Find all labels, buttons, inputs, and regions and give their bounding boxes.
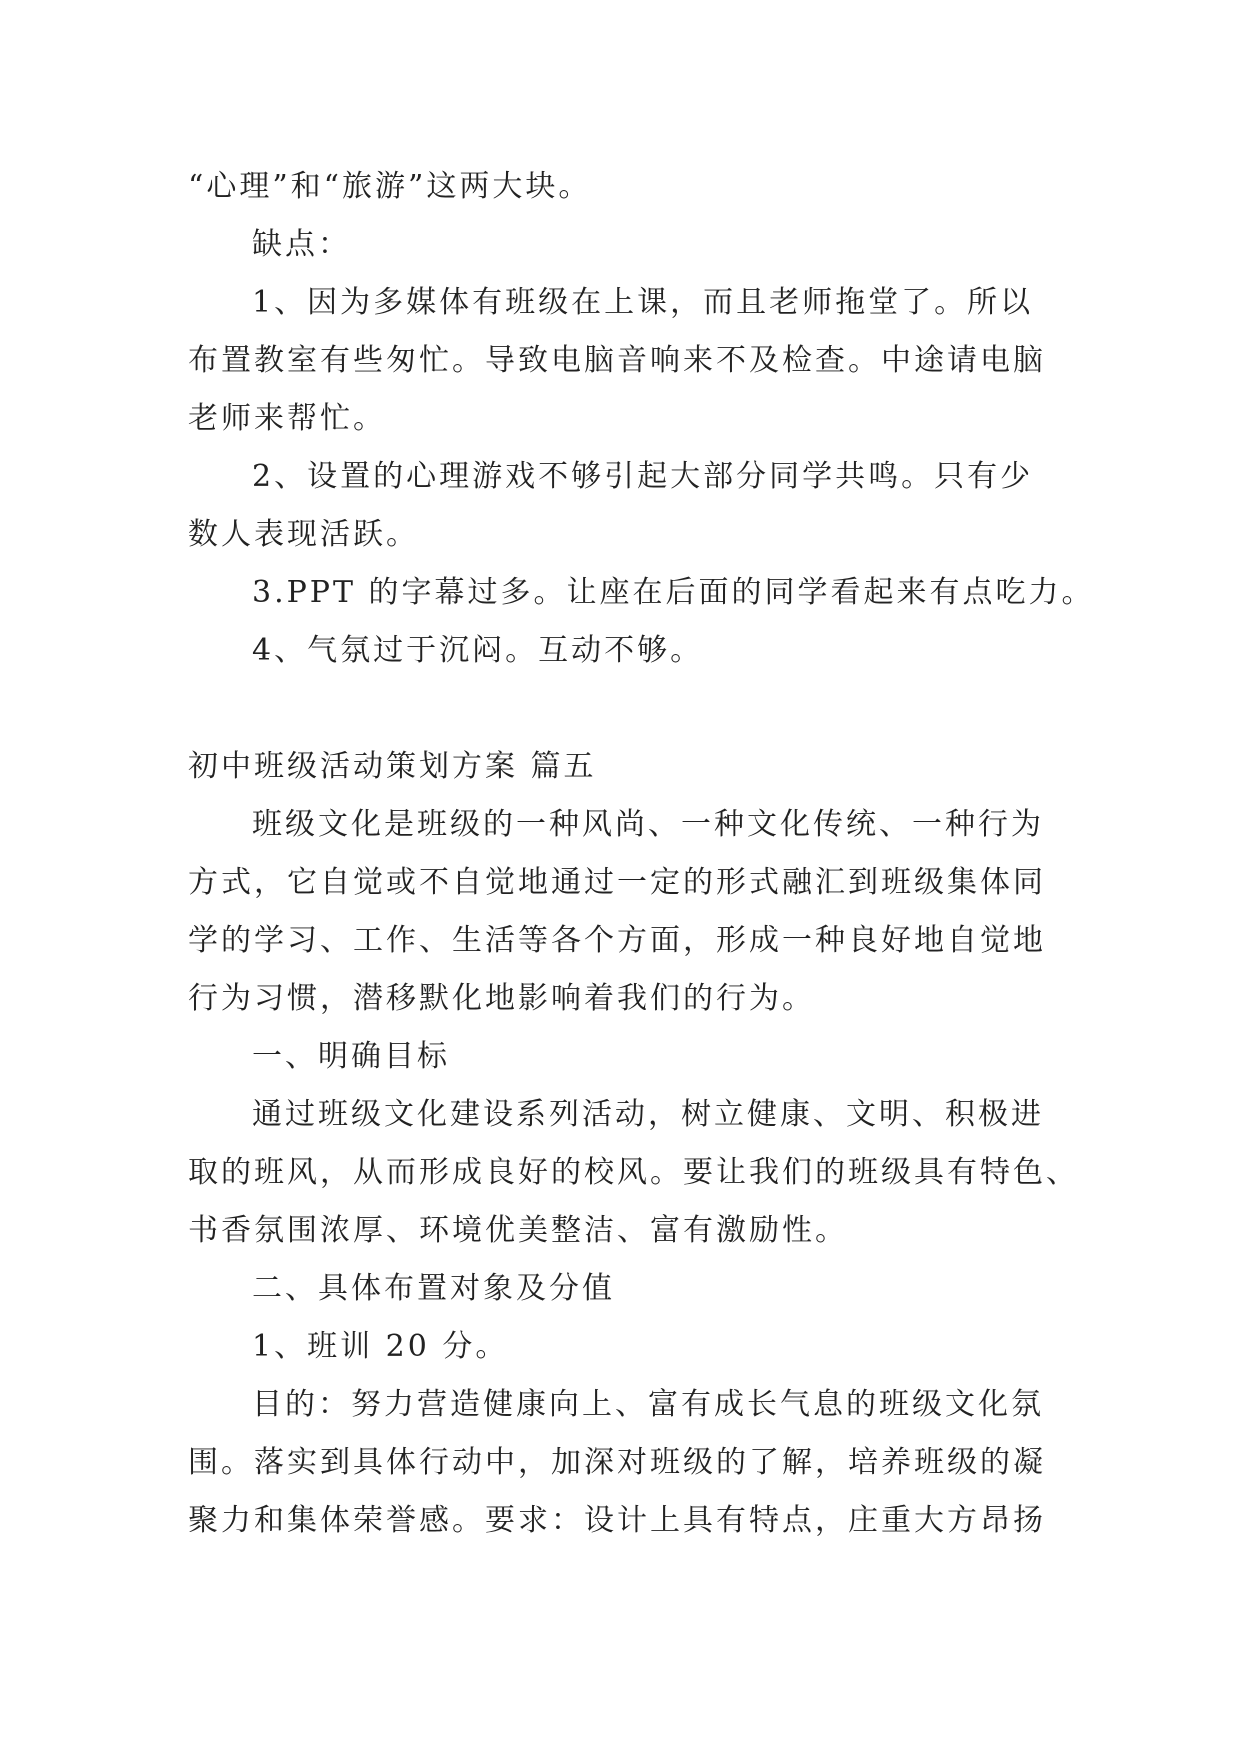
- text-line: 3.PPT 的字幕过多。让座在后面的同学看起来有点吃力。: [252, 575, 1095, 610]
- text-line: 老师来帮忙。: [188, 401, 386, 436]
- intro-line: “心理”和“旅游”这两大块。: [188, 169, 592, 204]
- text-line: 方式，它自觉或不自觉地通过一定的形式融汇到班级集体同: [188, 865, 1046, 900]
- section-title: 初中班级活动策划方案 篇五: [188, 749, 597, 784]
- shortcoming-item-4: [188, 622, 1068, 680]
- text-line: 书香氛围浓厚、环境优美整洁、富有激励性。: [188, 1213, 848, 1248]
- shortcomings-heading: 缺点：: [252, 227, 351, 262]
- text-line: 行为习惯，潜移默化地影响着我们的行为。: [188, 981, 815, 1016]
- section-gap: [188, 680, 1068, 738]
- text-line: 1、因为多媒体有班级在上课，而且老师拖堂了。所以: [252, 285, 1034, 320]
- heading-two: 二、具体布置对象及分值: [252, 1271, 615, 1306]
- text-line: 2、设置的心理游戏不够引起大部分同学共鸣。只有少: [252, 459, 1034, 494]
- text-line: 目的：努力营造健康向上、富有成长气息的班级文化氛: [252, 1387, 1044, 1422]
- item-one: 1、班训 20 分。: [252, 1329, 509, 1364]
- text-line: 4、气氛过于沉闷。互动不够。: [252, 633, 704, 668]
- text-line: 数人表现活跃。: [188, 517, 419, 552]
- shortcoming-item-1: [188, 274, 1068, 448]
- section-intro-paragraph: [188, 796, 1068, 1028]
- text-line: 取的班风，从而形成良好的校风。要让我们的班级具有特色、: [188, 1155, 1079, 1190]
- goal-paragraph: [188, 1086, 1079, 1260]
- text-line: 学的学习、工作、生活等各个方面，形成一种良好地自觉地: [188, 923, 1046, 958]
- shortcoming-item-2: [188, 448, 1068, 564]
- text-line: 围。落实到具体行动中，加深对班级的了解，培养班级的凝: [188, 1445, 1046, 1480]
- text-line: 聚力和集体荣誉感。要求：设计上具有特点，庄重大方昂扬: [188, 1503, 1046, 1538]
- purpose-paragraph: [188, 1376, 1068, 1550]
- text-line: 布置教室有些匆忙。导致电脑音响来不及检查。中途请电脑: [188, 343, 1046, 378]
- text-line: 班级文化是班级的一种风尚、一种文化传统、一种行为: [252, 807, 1044, 842]
- heading-one: 一、明确目标: [252, 1039, 450, 1074]
- shortcoming-item-3: [188, 564, 1095, 622]
- text-line: 通过班级文化建设系列活动，树立健康、文明、积极进: [252, 1097, 1044, 1132]
- document-body: [188, 158, 1095, 1550]
